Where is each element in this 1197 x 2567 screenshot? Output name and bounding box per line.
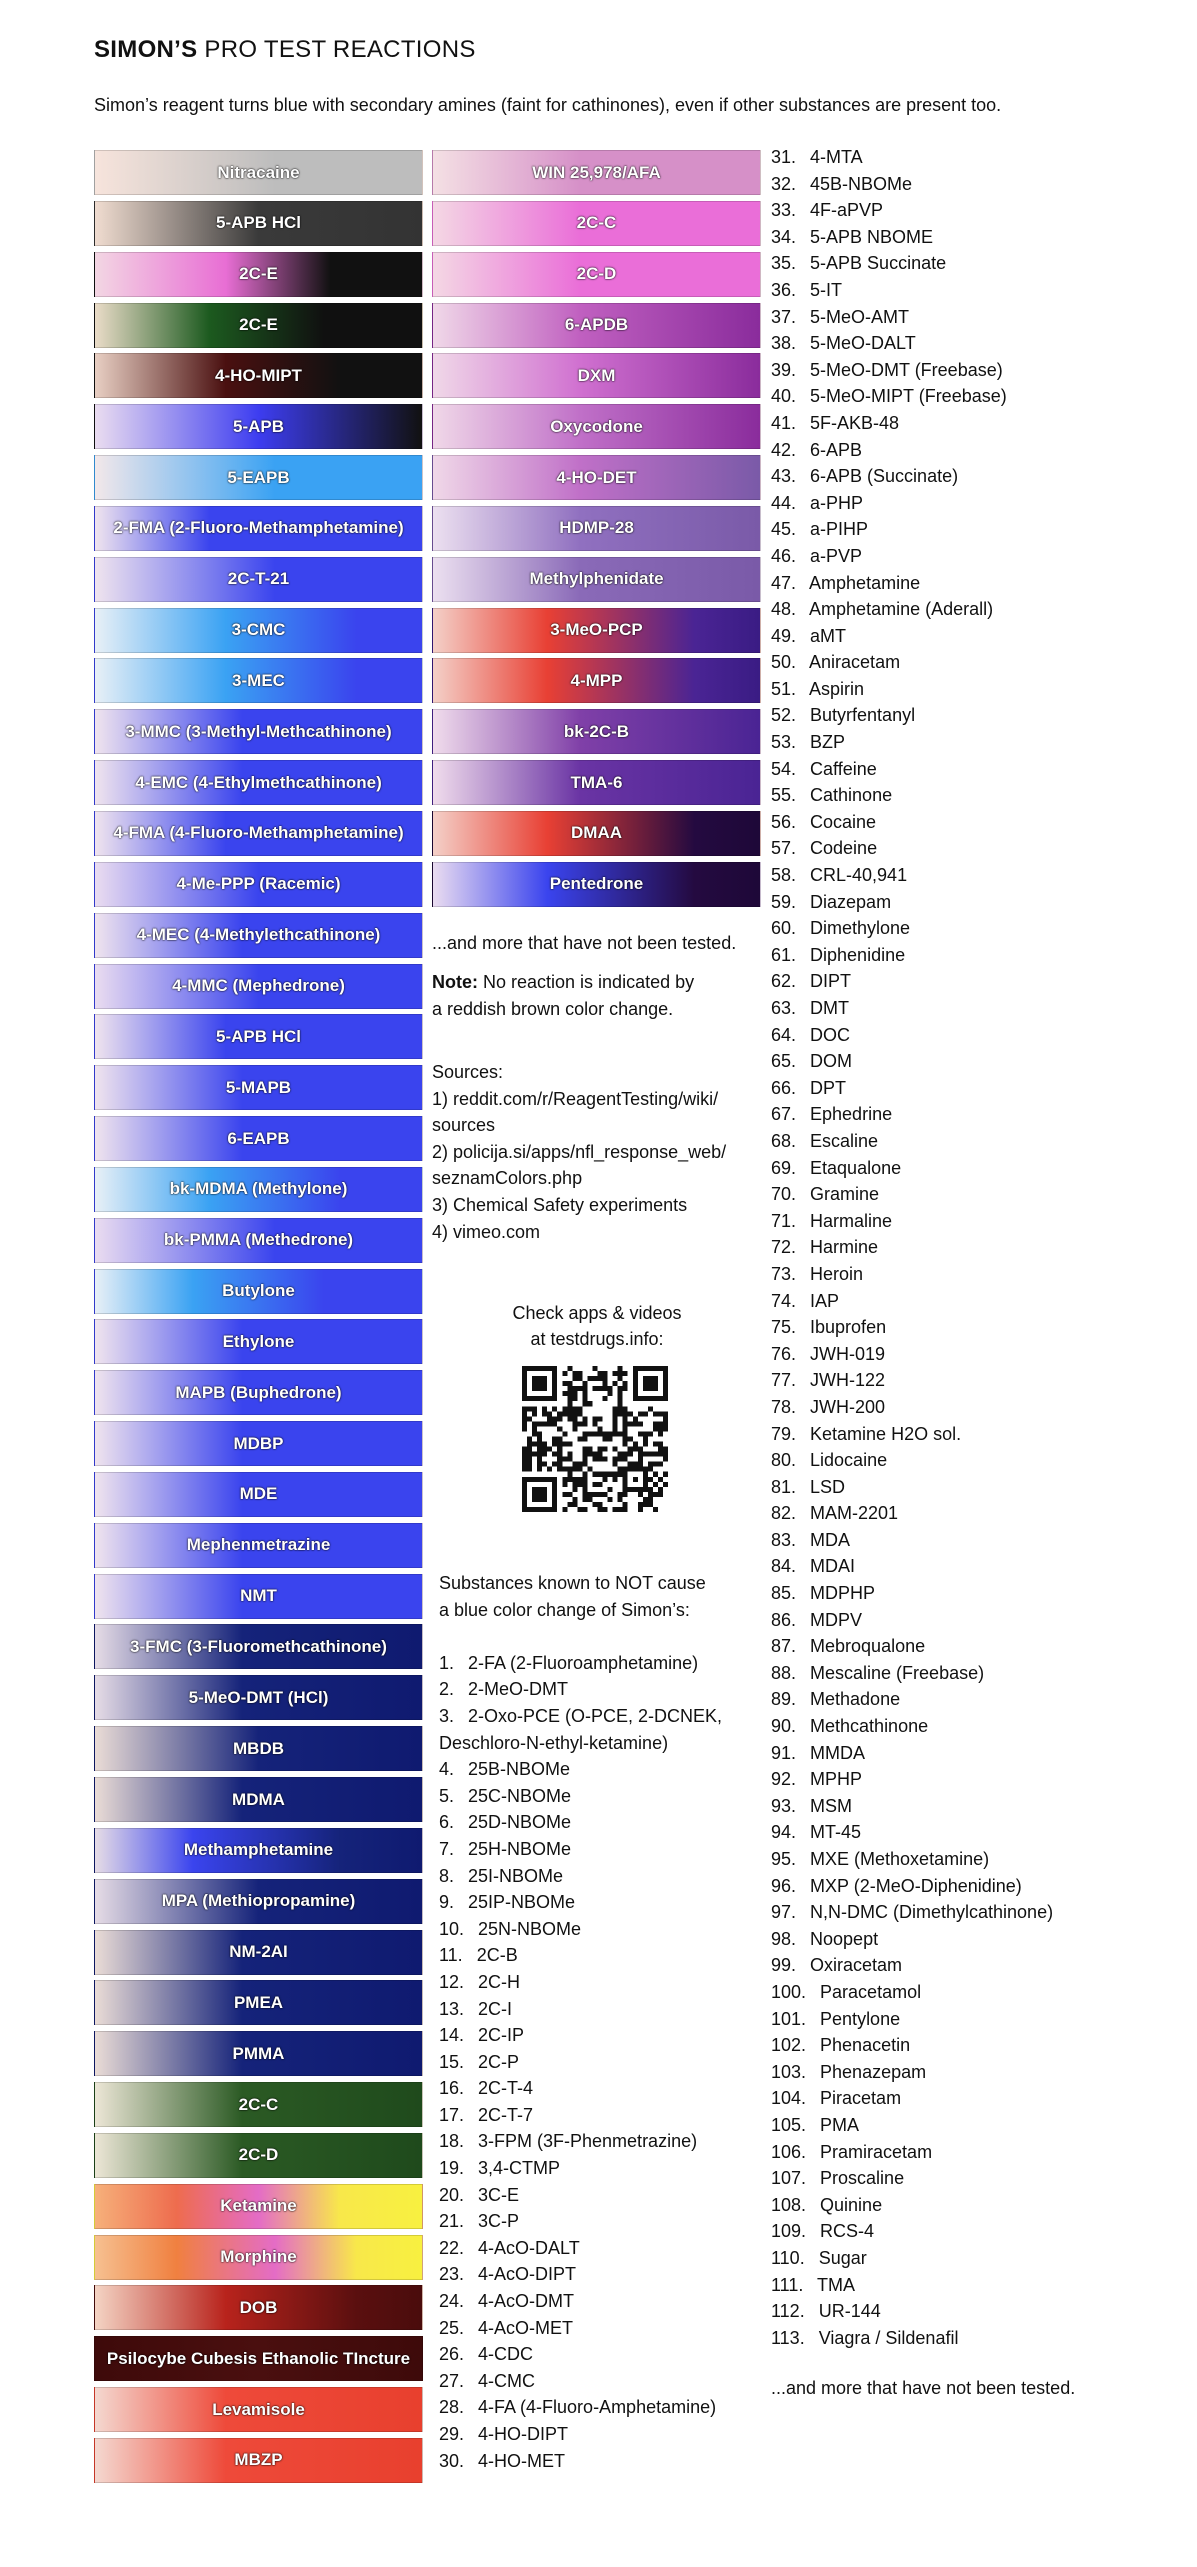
- list-item: 78. JWH-200: [771, 1396, 886, 1417]
- list-item: 44. a-PHP: [771, 492, 864, 513]
- list-item: 51. Aspirin: [771, 678, 865, 699]
- reaction-swatch: 4-FMA (4-Fluoro-Methamphetamine): [94, 811, 423, 856]
- list-item: 109. RCS-4: [771, 2221, 875, 2242]
- reaction-swatch: 5-APB: [94, 404, 423, 449]
- list-item: 49. aMT: [771, 625, 847, 646]
- reaction-swatch: Butylone: [94, 1269, 423, 1314]
- source-line: 2) policija.si/apps/nfl_response_web/: [432, 1141, 727, 1162]
- list-item: 58. CRL-40,941: [771, 865, 908, 886]
- list-item: 64. DOC: [771, 1024, 851, 1045]
- source-line: 4) vimeo.com: [432, 1221, 541, 1242]
- list-item: 65. DOM: [771, 1051, 853, 1072]
- source-line: 1) reddit.com/r/ReagentTesting/wiki/: [432, 1088, 719, 1109]
- list-item: 113. Viagra / Sildenafil: [771, 2327, 959, 2348]
- reaction-swatch: 4-HO-DET: [432, 455, 761, 500]
- reaction-swatch: NMT: [94, 1574, 423, 1619]
- reaction-swatch: 4-MMC (Mephedrone): [94, 964, 423, 1009]
- reaction-swatch: 3-MEC: [94, 658, 423, 703]
- list-item: 74. IAP: [771, 1290, 840, 1311]
- swatch-column-1: [94, 150, 423, 2489]
- reaction-swatch: MDBP: [94, 1421, 423, 1466]
- list-item: 25. 4-AcO-MET: [439, 2317, 574, 2338]
- reaction-swatch: 3-FMC (3-Fluoromethcathinone): [94, 1624, 423, 1669]
- reaction-swatch: DXM: [432, 353, 761, 398]
- list-item: 34. 5-APB NBOME: [771, 226, 934, 247]
- reaction-swatch: Oxycodone: [432, 404, 761, 449]
- reaction-swatch: 4-EMC (4-Ethylmethcathinone): [94, 760, 423, 805]
- list-item: 107. Proscaline: [771, 2168, 905, 2189]
- not-cause-line1: Substances known to NOT cause: [439, 1573, 706, 1593]
- list-item: 23. 4-AcO-DIPT: [439, 2264, 577, 2285]
- list-item: 61. Diphenidine: [771, 944, 906, 965]
- reaction-swatch: MAPB (Buphedrone): [94, 1370, 423, 1415]
- title-bold: SIMON’S: [94, 36, 198, 63]
- page-title: [94, 36, 476, 64]
- list-item: 38. 5-MeO-DALT: [771, 333, 916, 354]
- list-item: 66. DPT: [771, 1077, 847, 1098]
- list-item: 70. Gramine: [771, 1184, 880, 1205]
- list-item: 105. PMA: [771, 2114, 860, 2135]
- check-apps-text: [432, 1300, 762, 1352]
- list-item: 102. Phenacetin: [771, 2035, 911, 2056]
- list-item: 35. 5-APB Succinate: [771, 253, 947, 274]
- qr-code-icon[interactable]: [522, 1366, 668, 1512]
- note-line1: No reaction is indicated by: [478, 972, 695, 992]
- list-item: 67. Ephedrine: [771, 1104, 893, 1125]
- more-untested-text-2: ...and more that have not been tested.: [771, 2378, 1076, 2398]
- list-item: 27. 4-CMC: [439, 2370, 536, 2391]
- list-item: 43. 6-APB (Succinate): [771, 466, 959, 487]
- reaction-swatch: MPA (Methiopropamine): [94, 1879, 423, 1924]
- sources: [432, 1059, 762, 1245]
- not-cause-list-1: [439, 1650, 779, 2474]
- list-item: 16. 2C-T-4: [439, 2078, 534, 2099]
- list-item: 50. Aniracetam: [771, 652, 901, 673]
- note-line2: a reddish brown color change.: [432, 998, 674, 1019]
- list-item: 62. DIPT: [771, 971, 852, 992]
- source-line: 3) Chemical Safety experiments: [432, 1194, 688, 1215]
- list-item: 75. Ibuprofen: [771, 1317, 887, 1338]
- reaction-swatch: 4-HO-MIPT: [94, 353, 423, 398]
- reaction-swatch: 2C-E: [94, 303, 423, 348]
- reaction-swatch: 6-EAPB: [94, 1116, 423, 1161]
- list-item: 31. 4-MTA: [771, 147, 863, 167]
- reaction-swatch: HDMP-28: [432, 506, 761, 551]
- list-item: 56. Cocaine: [771, 811, 877, 832]
- list-item: 4. 25B-NBOMe: [439, 1759, 571, 1780]
- list-item: 54. Caffeine: [771, 758, 877, 779]
- list-item: 81. LSD: [771, 1476, 846, 1497]
- reaction-swatch: Methylphenidate: [432, 557, 761, 602]
- title-rest: PRO TEST REACTIONS: [197, 36, 476, 63]
- list-item: 46. a-PVP: [771, 545, 863, 566]
- reaction-swatch: 2C-D: [94, 2133, 423, 2178]
- list-item: 14. 2C-IP: [439, 2025, 525, 2046]
- check-line2: at testdrugs.info:: [530, 1329, 664, 1349]
- reaction-swatch: bk-2C-B: [432, 709, 761, 754]
- list-item: 112. UR-144: [771, 2301, 881, 2322]
- list-item: 48. Amphetamine (Aderall): [771, 599, 994, 620]
- list-item: 72. Harmine: [771, 1237, 879, 1258]
- reaction-swatch: MBDB: [94, 1726, 423, 1771]
- note-label: Note:: [432, 972, 478, 992]
- reaction-swatch: 2C-D: [432, 252, 761, 297]
- reaction-swatch: NM-2AI: [94, 1930, 423, 1975]
- list-item: 93. MSM: [771, 1795, 853, 1816]
- list-item: 10. 25N-NBOMe: [439, 1918, 582, 1939]
- reaction-swatch: TMA-6: [432, 760, 761, 805]
- reaction-swatch: Mephenmetrazine: [94, 1523, 423, 1568]
- sources-heading: Sources:: [432, 1062, 504, 1082]
- list-item: 26. 4-CDC: [439, 2344, 534, 2365]
- list-item: 73. Heroin: [771, 1263, 864, 1284]
- list-item: 63. DMT: [771, 998, 850, 1018]
- list-item: 92. MPHP: [771, 1769, 863, 1790]
- list-item: 32. 45B-NBOMe: [771, 173, 913, 194]
- list-item: 104. Piracetam: [771, 2088, 902, 2109]
- reaction-swatch: PMMA: [94, 2031, 423, 2076]
- reaction-swatch: 3-CMC: [94, 608, 423, 653]
- reaction-swatch: 2C-C: [94, 2082, 423, 2127]
- list-item: 88. Mescaline (Freebase): [771, 1662, 985, 1683]
- intro-text: Simon’s reagent turns blue with secondary amines (faint for cathinones), even if other substances are present too.: [94, 95, 1002, 115]
- list-item: 41. 5F-AKB-48: [771, 412, 900, 433]
- reaction-swatch: Pentedrone: [432, 862, 761, 907]
- reaction-swatch: 2-FMA (2-Fluoro-Methamphetamine): [94, 506, 423, 551]
- list-item: 52. Butyrfentanyl: [771, 705, 916, 726]
- reaction-swatch: DMAA: [432, 811, 761, 856]
- reaction-swatch: Levamisole: [94, 2387, 423, 2432]
- list-item: 28. 4-FA (4-Fluoro-Amphetamine): [439, 2397, 717, 2418]
- list-item: 19. 3,4-CTMP: [439, 2158, 561, 2179]
- swatch-column-2: [432, 150, 761, 913]
- list-item: 22. 4-AcO-DALT: [439, 2237, 580, 2258]
- list-item: 111. TMA: [771, 2274, 856, 2295]
- list-item: 83. MDA: [771, 1529, 851, 1550]
- reaction-swatch: Methamphetamine: [94, 1828, 423, 1873]
- list-item: 99. Oxiracetam: [771, 1955, 903, 1976]
- reaction-swatch: MBZP: [94, 2438, 423, 2483]
- list-item: 57. Codeine: [771, 838, 878, 859]
- reaction-swatch: DOB: [94, 2285, 423, 2330]
- list-item: 20. 3C-E: [439, 2184, 520, 2205]
- list-item: 79. Ketamine H2O sol.: [771, 1423, 962, 1444]
- list-item: 3. 2-Oxo-PCE (O-PCE, 2-DCNEK,: [439, 1705, 723, 1726]
- reaction-swatch: 3-MMC (3-Methyl-Methcathinone): [94, 709, 423, 754]
- list-item: 86. MDPV: [771, 1609, 863, 1630]
- list-item: Deschloro-N-ethyl-ketamine): [439, 1732, 669, 1753]
- reaction-swatch: Ethylone: [94, 1319, 423, 1364]
- list-item: 55. Cathinone: [771, 785, 893, 806]
- list-item: 106. Pramiracetam: [771, 2141, 933, 2162]
- reaction-swatch: bk-MDMA (Methylone): [94, 1167, 423, 1212]
- check-line1: Check apps & videos: [512, 1303, 682, 1323]
- list-item: 84. MDAI: [771, 1556, 856, 1577]
- source-line: sources: [432, 1115, 496, 1136]
- reaction-swatch: 5-APB HCl: [94, 201, 423, 246]
- list-item: 11. 2C-B: [439, 1945, 518, 1966]
- list-item: 15. 2C-P: [439, 2051, 520, 2072]
- list-item: 96. MXP (2-MeO-Diphenidine): [771, 1875, 1022, 1896]
- list-item: 13. 2C-I: [439, 1998, 513, 2019]
- not-cause-list-2: [771, 144, 1053, 2351]
- list-item: 68. Escaline: [771, 1130, 879, 1151]
- reaction-swatch: MDE: [94, 1472, 423, 1517]
- list-item: 71. Harmaline: [771, 1210, 893, 1231]
- reaction-swatch: 2C-E: [94, 252, 423, 297]
- list-item: 36. 5-IT: [771, 279, 843, 300]
- list-item: 89. Methadone: [771, 1689, 901, 1710]
- list-item: 7. 25H-NBOMe: [439, 1838, 572, 1859]
- list-item: 29. 4-HO-DIPT: [439, 2424, 569, 2444]
- list-item: 80. Lidocaine: [771, 1450, 888, 1471]
- list-item: 82. MAM-2201: [771, 1503, 899, 1524]
- reaction-swatch: WIN 25,978/AFA: [432, 150, 761, 195]
- list-item: 47. Amphetamine: [771, 572, 921, 593]
- reaction-swatch: 6-APDB: [432, 303, 761, 348]
- list-item: 1. 2-FA (2-Fluoroamphetamine): [439, 1652, 699, 1673]
- list-item: 6. 25D-NBOMe: [439, 1812, 572, 1833]
- list-item: 24. 4-AcO-DMT: [439, 2291, 575, 2312]
- list-item: 110. Sugar: [771, 2247, 867, 2268]
- list-item: 60. Dimethylone: [771, 918, 911, 939]
- list-item: 100. Paracetamol: [771, 1981, 922, 2002]
- list-item: 76. JWH-019: [771, 1343, 886, 1364]
- reaction-swatch: Morphine: [94, 2235, 423, 2280]
- list-item: 77. JWH-122: [771, 1370, 886, 1391]
- reaction-swatch: 4-MEC (4-Methylethcathinone): [94, 913, 423, 958]
- reaction-swatch: PMEA: [94, 1980, 423, 2025]
- not-cause-list-2-container: [771, 144, 1053, 2351]
- reaction-swatch: 2C-C: [432, 201, 761, 246]
- list-item: 85. MDPHP: [771, 1583, 876, 1604]
- list-item: 53. BZP: [771, 732, 846, 753]
- list-item: 101. Pentylone: [771, 2008, 901, 2029]
- list-item: 37. 5-MeO-AMT: [771, 306, 910, 327]
- reaction-swatch: 4-MPP: [432, 658, 761, 703]
- reaction-swatch: 4-Me-PPP (Racemic): [94, 862, 423, 907]
- list-item: 33. 4F-aPVP: [771, 200, 884, 221]
- list-item: 59. Diazepam: [771, 891, 892, 912]
- list-item: 108. Quinine: [771, 2194, 883, 2215]
- list-item: 5. 25C-NBOMe: [439, 1785, 572, 1806]
- list-item: 9. 25IP-NBOMe: [439, 1892, 576, 1913]
- reaction-swatch: Nitracaine: [94, 150, 423, 195]
- list-item: 91. MMDA: [771, 1742, 866, 1763]
- list-item: 98. Noopept: [771, 1928, 879, 1949]
- reaction-swatch: 5-MAPB: [94, 1065, 423, 1110]
- list-item: 30. 4-HO-MET: [439, 2450, 566, 2471]
- reaction-swatch: MDMA: [94, 1777, 423, 1822]
- reaction-swatch: 3-MeO-PCP: [432, 608, 761, 653]
- list-item: 2. 2-MeO-DMT: [439, 1679, 569, 1700]
- list-item: 103. Phenazepam: [771, 2061, 927, 2082]
- not-cause-line2: a blue color change of Simon’s:: [439, 1599, 690, 1620]
- reaction-swatch: 5-MeO-DMT (HCl): [94, 1675, 423, 1720]
- not-cause-section: [439, 1570, 779, 2474]
- list-item: 40. 5-MeO-MIPT (Freebase): [771, 386, 1007, 407]
- list-item: 12. 2C-H: [439, 1971, 521, 1992]
- reaction-swatch: bk-PMMA (Methedrone): [94, 1218, 423, 1263]
- reaction-swatch: 5-APB HCl: [94, 1014, 423, 1059]
- reaction-swatch: 2C-T-21: [94, 557, 423, 602]
- more-untested-text: ...and more that have not been tested.: [432, 933, 737, 953]
- list-item: 87. Mebroqualone: [771, 1636, 926, 1657]
- list-item: 18. 3-FPM (3F-Phenmetrazine): [439, 2131, 698, 2152]
- note: [432, 969, 762, 1022]
- list-item: 42. 6-APB: [771, 439, 863, 460]
- list-item: 39. 5-MeO-DMT (Freebase): [771, 359, 1003, 380]
- list-item: 90. Methcathinone: [771, 1716, 929, 1737]
- reaction-swatch: Psilocybe Cubesis Ethanolic TIncture: [94, 2336, 423, 2381]
- list-item: 95. MXE (Methoxetamine): [771, 1849, 990, 1869]
- list-item: 97. N,N-DMC (Dimethylcathinone): [771, 1902, 1054, 1923]
- list-item: 45. a-PIHP: [771, 519, 869, 540]
- reaction-swatch: Ketamine: [94, 2184, 423, 2229]
- list-item: 94. MT-45: [771, 1822, 862, 1843]
- list-item: 8. 25I-NBOMe: [439, 1865, 564, 1886]
- reaction-swatch: 5-EAPB: [94, 455, 423, 500]
- list-item: 21. 3C-P: [439, 2211, 520, 2232]
- list-item: 17. 2C-T-7: [439, 2104, 534, 2125]
- list-item: 69. Etaqualone: [771, 1157, 902, 1178]
- source-line: seznamColors.php: [432, 1168, 583, 1189]
